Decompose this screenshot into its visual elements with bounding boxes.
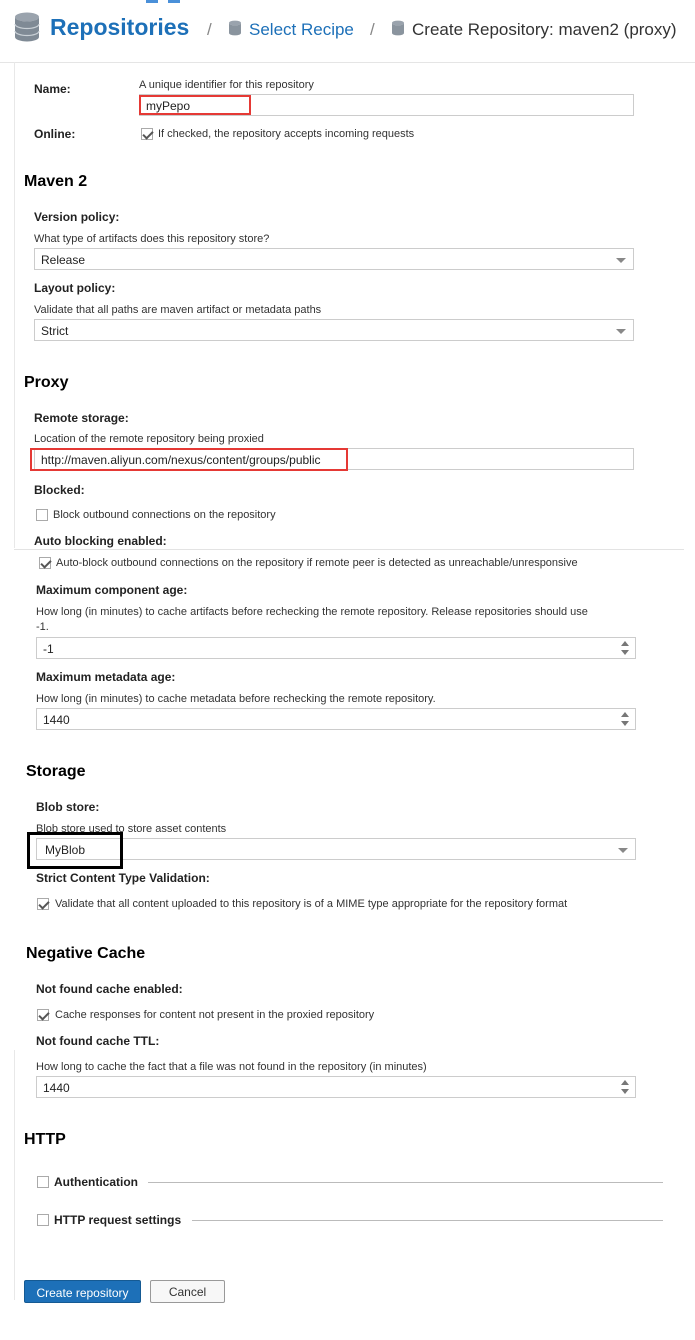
chevron-down-icon[interactable] [616,258,626,263]
breadcrumb-separator: / [207,20,212,39]
header-accent [168,0,180,3]
online-checkbox-text: If checked, the repository accepts incoming requests [158,128,415,140]
layout-policy-help: Validate that all paths are maven artifact or metadata paths [34,304,322,316]
create-repository-button[interactable]: Create repository [24,1280,141,1303]
http-request-settings-label[interactable]: HTTP request settings [54,1213,182,1227]
max-component-age-label: Maximum component age: [36,583,188,597]
spinner-icon[interactable] [621,641,629,655]
blob-store-value: MyBlob [45,843,86,857]
page-title[interactable]: Repositories [50,14,190,40]
blob-store-help: Blob store used to store asset contents [36,823,227,835]
max-metadata-age-label: Maximum metadata age: [36,670,176,684]
not-found-cache-checkbox[interactable] [37,1009,49,1021]
database-icon [391,20,405,36]
chevron-down-icon[interactable] [618,848,628,853]
blob-store-select[interactable] [36,838,636,860]
divider [14,549,684,550]
section-title-negative-cache: Negative Cache [26,945,146,962]
left-border [14,62,15,548]
spinner-icon[interactable] [621,712,629,726]
name-label: Name: [34,82,71,96]
online-checkbox[interactable] [141,128,153,140]
layout-policy-value: Strict [41,324,69,338]
not-found-ttl-value: 1440 [43,1081,70,1095]
section-title-proxy: Proxy [24,374,69,391]
version-policy-help: What type of artifacts does this repository store? [34,233,270,245]
not-found-cache-checkbox-text: Cache responses for content not present in the proxied repository [55,1009,375,1021]
authentication-label[interactable]: Authentication [54,1175,138,1189]
breadcrumb-select-recipe[interactable]: Select Recipe [249,20,354,39]
highlight-box [139,95,251,115]
layout-policy-label: Layout policy: [34,281,116,295]
page-header [0,0,695,62]
database-icon [14,12,40,42]
max-component-age-help: -1. [36,621,49,633]
version-policy-select[interactable] [34,248,634,270]
blocked-label: Blocked: [34,483,85,497]
http-request-settings-checkbox[interactable] [37,1214,49,1226]
section-title-http: HTTP [24,1131,66,1148]
database-icon [228,20,242,36]
breadcrumb-current: Create Repository: maven2 (proxy) [412,20,677,39]
remote-storage-label: Remote storage: [34,411,129,425]
layout-policy-select[interactable] [34,319,634,341]
strict-validation-checkbox[interactable] [37,898,49,910]
max-component-age-value: -1 [43,642,54,656]
name-help: A unique identifier for this repository [139,79,314,91]
remote-storage-help: Location of the remote repository being proxied [34,433,264,445]
blocked-checkbox[interactable] [36,509,48,521]
divider [148,1182,663,1183]
chevron-down-icon[interactable] [616,329,626,334]
section-title-storage: Storage [26,763,86,780]
section-title-maven2: Maven 2 [24,173,88,190]
online-label: Online: [34,127,76,141]
divider [192,1220,663,1221]
highlight-box [27,832,123,869]
not-found-ttl-help: How long to cache the fact that a file was not found in the repository (in minutes) [36,1061,427,1073]
breadcrumb-separator: / [370,20,375,39]
remote-storage-value: http://maven.aliyun.com/nexus/content/groups/public [41,453,321,467]
auto-blocking-label: Auto blocking enabled: [34,534,167,548]
left-border [14,1050,15,1300]
spinner-icon[interactable] [621,1080,629,1094]
not-found-cache-label: Not found cache enabled: [36,982,183,996]
not-found-ttl-label: Not found cache TTL: [36,1034,160,1048]
max-metadata-age-help: How long (in minutes) to cache metadata before rechecking the remote repository. [36,693,436,705]
max-metadata-age-value: 1440 [43,713,70,727]
version-policy-label: Version policy: [34,210,120,224]
max-component-age-input[interactable] [36,637,636,659]
auto-blocking-checkbox-text: Auto-block outbound connections on the repository if remote peer is detected as unreachable/unresponsive [56,557,578,569]
name-input[interactable]: myPepo [139,94,634,116]
version-policy-value: Release [41,253,86,267]
not-found-ttl-input[interactable] [36,1076,636,1098]
max-component-age-help: How long (in minutes) to cache artifacts before rechecking the remote repository. Release repositories should use [36,606,588,618]
strict-validation-checkbox-text: Validate that all content uploaded to this repository is of a MIME type appropriate for the repository format [55,898,568,910]
highlight-box [30,448,348,471]
blocked-checkbox-text: Block outbound connections on the repository [53,509,276,521]
header-accent [146,0,158,3]
blob-store-label: Blob store: [36,800,100,814]
authentication-checkbox[interactable] [37,1176,49,1188]
max-metadata-age-input[interactable] [36,708,636,730]
header-divider [0,62,695,63]
cancel-button[interactable]: Cancel [150,1280,225,1303]
strict-validation-label: Strict Content Type Validation: [36,871,210,885]
auto-blocking-checkbox[interactable] [39,557,51,569]
